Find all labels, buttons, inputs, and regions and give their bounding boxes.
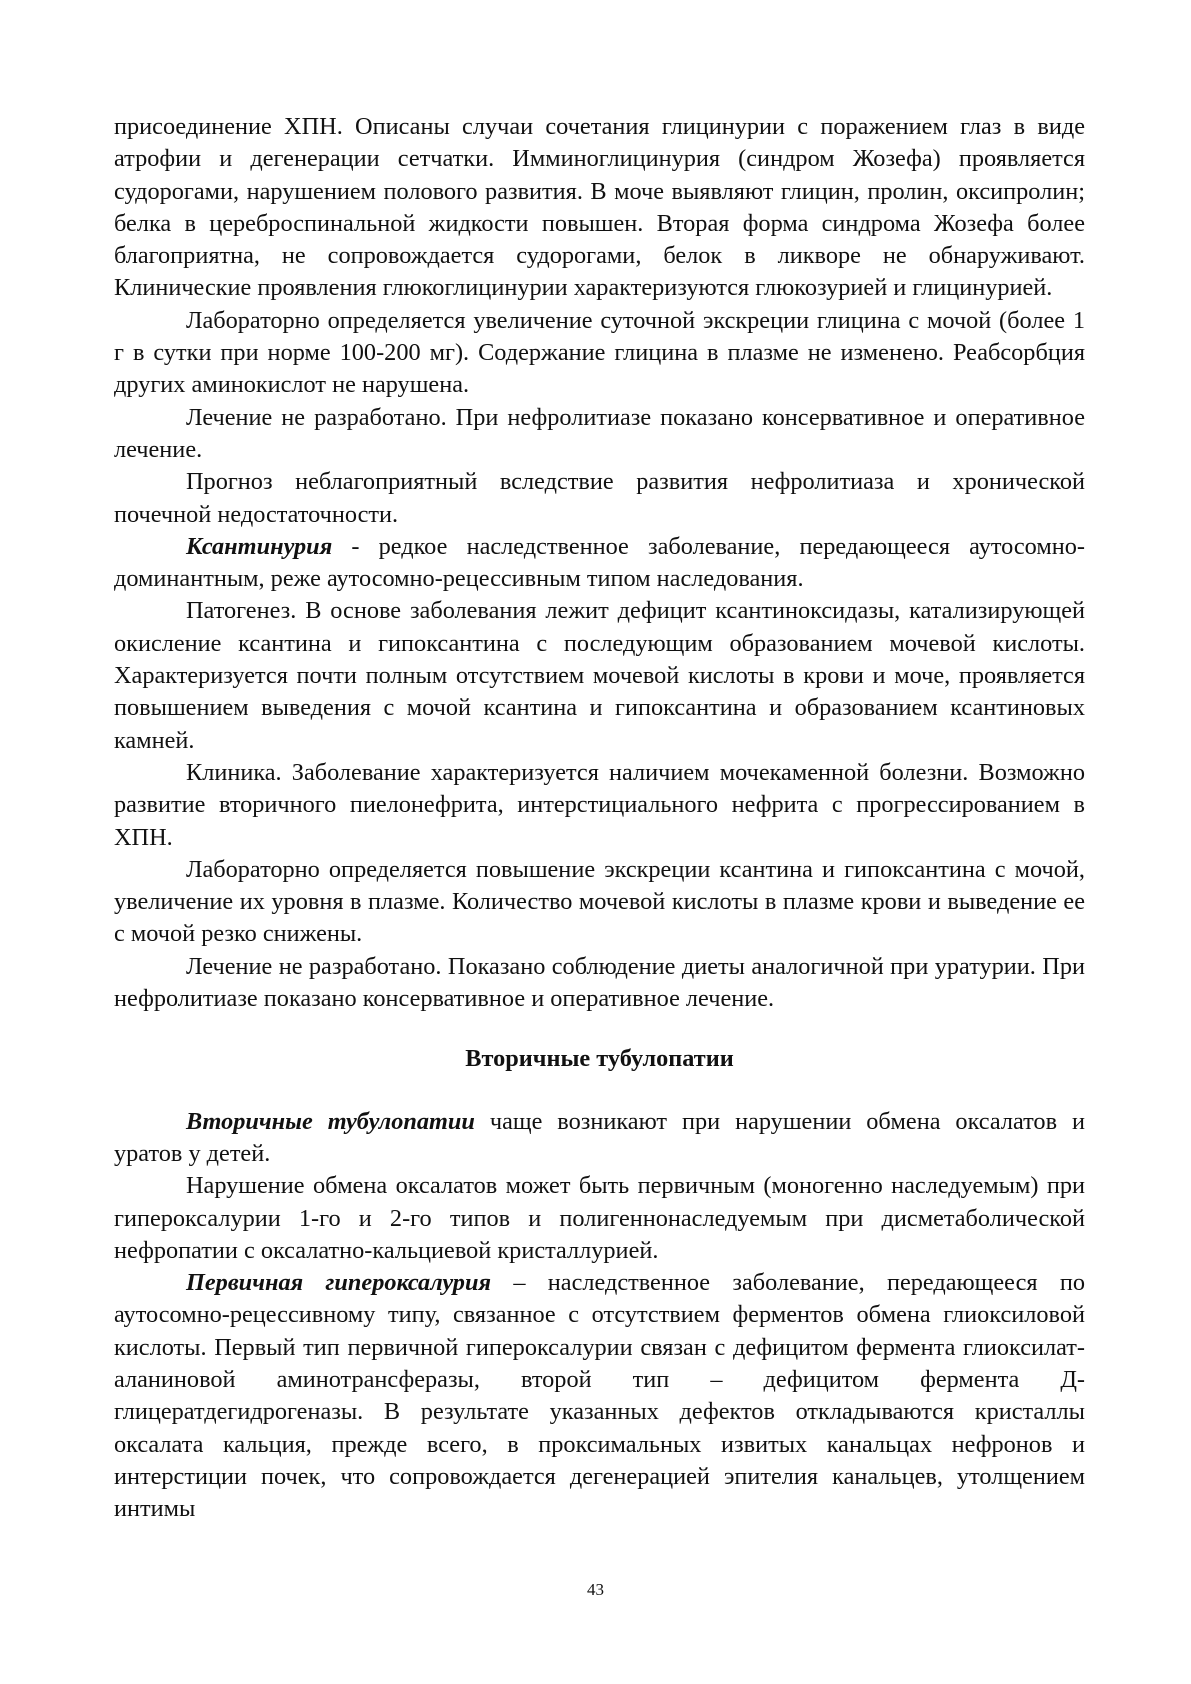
paragraph-text: Прогноз неблагоприятный вследствие развития нефролитиаза и хронической почечной недостаточности.	[114, 468, 1085, 528]
paragraph	[114, 951, 1085, 1016]
paragraph-text: Нарушение обмена оксалатов может быть первичным (моногенно наследуемым) при гипероксалурии 1-го и 2-го типов и полигеннонаследуемым при дисметаболической нефропатии с оксалатно-кальциевой кристаллурией.	[114, 1172, 1085, 1264]
paragraph	[114, 305, 1085, 402]
page-number: 43	[587, 1580, 604, 1599]
section-heading: Вторичные тубулопатии	[465, 1045, 734, 1073]
term: Вторичные тубулопатии	[186, 1107, 475, 1135]
paragraph	[114, 531, 1085, 596]
paragraph-text: Лабораторно определяется увеличение суточной экскреции глицина с мочой (более 1 г в сутки при норме 100-200 мг). Содержание глицина в плазме не изменено. Реабсорбция других аминокислот не нарушена.	[114, 306, 1085, 399]
paragraph	[114, 111, 1085, 305]
paragraph	[114, 466, 1085, 531]
paragraph	[114, 1106, 1085, 1171]
paragraph-text: Клиника. Заболевание характеризуется наличием мочекаменной болезни. Возможно развитие вторичного пиелонефрита, интерстициального нефрита с прогрессированием в ХПН.	[114, 758, 1085, 851]
term: Первичная гипероксалурия	[186, 1269, 491, 1297]
paragraph	[114, 757, 1085, 854]
paragraph	[114, 854, 1085, 951]
term: Ксантинурия	[186, 532, 333, 560]
paragraph	[114, 1267, 1085, 1525]
paragraph-text: Патогенез. В основе заболевания лежит дефицит ксантиноксидазы, катализирующей окисление ксантина и гипоксантина с последующим образованием мочевой кислоты. Характеризуется почти полным отсутствием мочевой кислоты в крови и моче, проявляется повышением выведения с мочой ксантина и гипоксантина и образованием ксантиновых камней.	[114, 597, 1085, 754]
paragraph-text: присоединение ХПН. Описаны случаи сочетания глицинурии с поражением глаз в виде атрофии и дегенерации сетчатки. Имминоглицинурия (синдром Жозефа) проявляется судорогами, нарушением полового развития. В моче выявляют глицин, пролин, оксипролин; белка в цереброспинальной жидкости повышен. Вторая форма синдрома Жозефа более благоприятна, не сопровождается судорогами, белок в ликворе не обнаруживают. Клинические проявления глюкоглицинурии характеризуются глюкозурией и глицинурией.	[114, 113, 1085, 302]
paragraph-text: Лабораторно определяется повышение экскреции ксантина и гипоксантина с мочой, увеличение их уровня в плазме. Количество мочевой кислоты в плазме крови и выведение ее с мочой резко снижены.	[114, 855, 1085, 948]
paragraph-text: - редкое наследственное заболевание, передающееся аутосомно-доминантным, реже аутосомно-рецессивным типом наследования.	[114, 532, 1085, 593]
paragraph	[114, 595, 1085, 756]
body-text	[114, 111, 1085, 1525]
paragraph-text: чаще возникают при нарушении обмена оксалатов и уратов у детей.	[114, 1107, 1085, 1167]
paragraph-text: Лечение не разработано. Показано соблюдение диеты аналогичной при уратурии. При нефролитиазе показано консервативное и оперативное лечение.	[114, 952, 1085, 1013]
paragraph	[114, 1170, 1085, 1267]
paragraph	[114, 402, 1085, 467]
paragraph-text: Лечение не разработано. При нефролитиазе показано консервативное и оперативное лечение.	[114, 403, 1085, 463]
paragraph-text: – наследственное заболевание, передающееся по аутосомно-рецессивному типу, связанное с отсутствием ферментов обмена глиоксиловой кислоты. Первый тип первичной гипероксалурии связан с дефицитом фермента глиоксилат-аланиновой аминотрансферазы, второй тип – дефицитом фермента Д-глицератдегидрогеназы. В результате указанных дефектов откладываются кристаллы оксалата кальция, прежде всего, в проксимальных извитых канальцах нефронов и интерстиции почек, что сопровождается дегенерацией эпителия канальцев, утолщением интимы	[114, 1269, 1085, 1523]
